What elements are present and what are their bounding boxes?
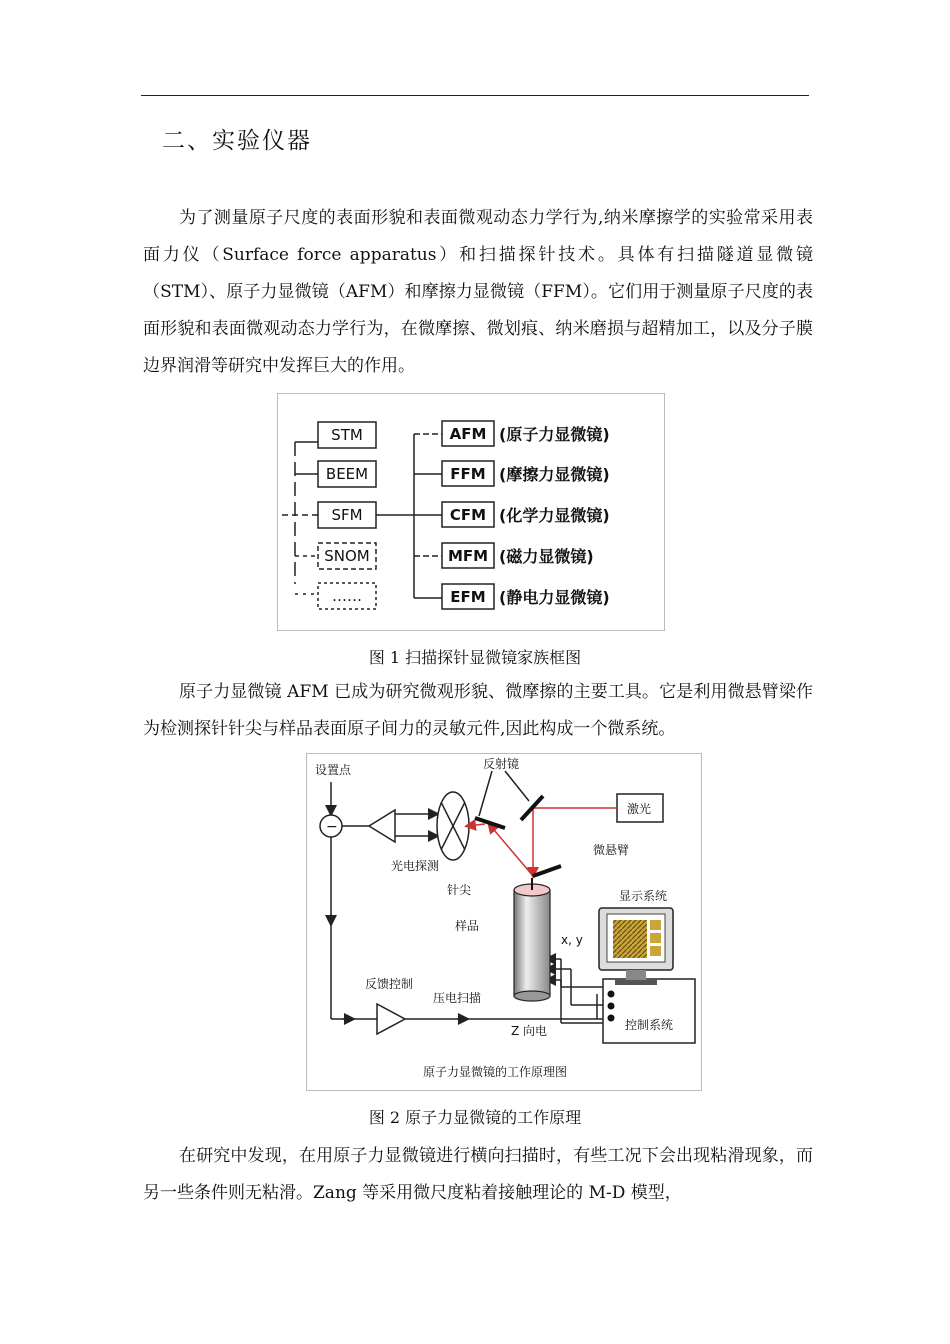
right-box-label: CFM xyxy=(449,506,487,524)
afm-principle-diagram xyxy=(307,754,701,1090)
right-box-label: MFM xyxy=(447,547,489,565)
label-feedback: 反馈控制 xyxy=(365,977,414,991)
paragraph-3-block xyxy=(143,1138,813,1212)
right-item-desc: (静电力显微镜) xyxy=(499,588,610,607)
left-box-label: SFM xyxy=(331,506,363,524)
left-box-label: SNOM xyxy=(324,547,370,565)
right-item-desc: (磁力显微镜) xyxy=(499,547,594,566)
label-setpoint: 设置点 xyxy=(315,763,352,777)
label-display: 显示系统 xyxy=(619,889,668,903)
right-box-label: FFM xyxy=(450,465,486,483)
left-box-label: …… xyxy=(332,587,362,605)
paragraph-1: 为了测量原子尺度的表面形貌和表面微观动态力学行为,纳米摩擦学的实验常采用表面力仪（Surface force apparatus）和扫描探针技术。具体有扫描隧道显微镜（STM）、原子力显微镜（AFM）和摩擦力显微镜（FFM）。它们用于测量原子尺度的表面形貌和表面微观动态力学行为，在微摩擦、微划痕、纳米磨损与超精加工，以及分子膜边界润滑等研究中发挥巨大的作用。 xyxy=(143,208,813,376)
figure-2-caption: 图 2 原子力显微镜的工作原理 xyxy=(368,1108,582,1127)
figure-1 xyxy=(277,393,665,631)
right-item-desc: (摩擦力显微镜) xyxy=(499,465,610,484)
right-item-desc: (化学力显微镜) xyxy=(499,506,610,525)
label-photodetector: 光电探测 xyxy=(391,859,440,873)
figure-2 xyxy=(306,753,702,1091)
left-box-label: BEEM xyxy=(325,465,369,483)
paragraph-2-block xyxy=(143,674,813,748)
right-box-label: EFM xyxy=(450,588,486,606)
right-item-desc: (原子力显微镜) xyxy=(499,425,610,444)
paragraph-2: 原子力显微镜 AFM 已成为研究微观形貌、微摩擦的主要工具。它是利用微悬臂梁作为检测探针针尖与样品表面原子间力的灵敏元件,因此构成一个微系统。 xyxy=(143,682,813,739)
section-heading: 二、实验仪器 xyxy=(162,128,312,154)
label-xy: x, y xyxy=(561,933,583,947)
label-subtitle: 原子力显微镜的工作原理图 xyxy=(423,1065,568,1079)
label-control: 控制系统 xyxy=(625,1018,674,1032)
figure-1-caption: 图 1 扫描探针显微镜家族框图 xyxy=(368,648,582,667)
label-minus: − xyxy=(326,819,338,835)
label-mirror: 反射镜 xyxy=(483,757,520,771)
label-laser: 激光 xyxy=(627,802,652,816)
paragraph-1-block xyxy=(143,200,813,385)
label-piezo: 压电扫描 xyxy=(433,991,482,1005)
label-z: Z 向电 xyxy=(511,1024,548,1038)
label-sample: 样品 xyxy=(455,919,480,933)
spm-family-diagram xyxy=(278,394,664,630)
header-rule xyxy=(141,95,809,96)
paragraph-3: 在研究中发现，在用原子力显微镜进行横向扫描时，有些工况下会出现粘滑现象，而另一些条件则无粘滑。Zang 等采用微尺度粘着接触理论的 M-D 模型， xyxy=(143,1146,813,1203)
label-tip: 针尖 xyxy=(447,883,472,897)
left-box-label: STM xyxy=(331,426,363,444)
label-cantilever: 微悬臂 xyxy=(593,843,630,857)
right-box-label: AFM xyxy=(449,425,487,443)
